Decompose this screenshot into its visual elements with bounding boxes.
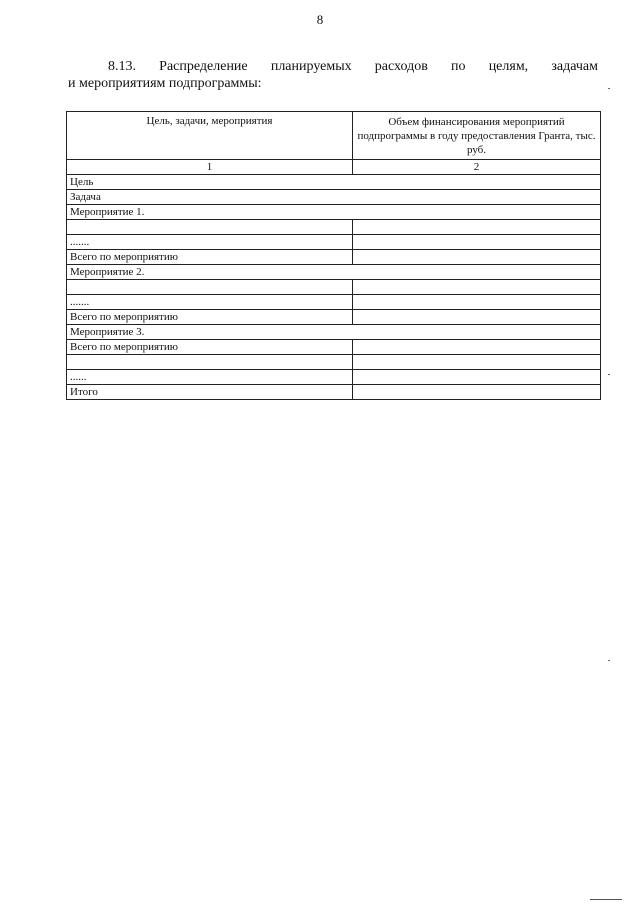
header-financing-volume: Объем финансирования мероприятий подпрограммы в году предоставления Гранта, тыс. руб. xyxy=(353,112,601,160)
table-row xyxy=(67,385,601,400)
row-label: Цель xyxy=(67,175,601,190)
heading-word: целям, xyxy=(488,59,529,74)
table-row xyxy=(67,325,601,340)
table-row xyxy=(67,175,601,190)
financing-value-cell xyxy=(353,295,601,310)
row-label: Всего по мероприятию xyxy=(67,340,353,355)
table-row xyxy=(67,205,601,220)
table-row xyxy=(67,370,601,385)
heading-word: расходов xyxy=(374,59,428,74)
scan-line xyxy=(590,899,622,900)
financing-value-cell xyxy=(353,370,601,385)
heading-word: 8.13. xyxy=(108,59,136,74)
row-label: Всего по мероприятию xyxy=(67,250,353,265)
financing-value-cell xyxy=(353,235,601,250)
row-label xyxy=(67,220,353,235)
heading-line-2: и мероприятиям подпрограммы: xyxy=(68,76,262,91)
table-row xyxy=(67,220,601,235)
row-label: Мероприятие 3. xyxy=(67,325,601,340)
table-row xyxy=(67,265,601,280)
financing-value-cell xyxy=(353,310,601,325)
financing-table xyxy=(66,111,601,400)
table-row xyxy=(67,280,601,295)
row-label: Мероприятие 1. xyxy=(67,205,601,220)
header-goals-tasks-events: Цель, задачи, мероприятия xyxy=(67,112,353,160)
page-number: 8 xyxy=(316,12,324,27)
row-label xyxy=(67,280,353,295)
column-number: 1 xyxy=(67,160,353,175)
row-label: Мероприятие 2. xyxy=(67,265,601,280)
heading-word: задачам xyxy=(551,59,598,74)
table-row xyxy=(67,310,601,325)
table-row xyxy=(67,340,601,355)
row-label: ...... xyxy=(67,370,353,385)
scan-speck xyxy=(608,374,610,375)
financing-value-cell xyxy=(353,340,601,355)
row-label: ....... xyxy=(67,235,353,250)
financing-value-cell xyxy=(353,355,601,370)
financing-value-cell xyxy=(353,220,601,235)
column-numbers-row xyxy=(67,160,601,175)
scan-speck xyxy=(608,88,610,89)
heading-line-1 xyxy=(68,58,598,75)
table-row xyxy=(67,190,601,205)
financing-value-cell xyxy=(353,250,601,265)
heading-word: Распределение xyxy=(159,59,248,74)
heading-word: планируемых xyxy=(270,59,352,74)
row-label: Всего по мероприятию xyxy=(67,310,353,325)
table-row xyxy=(67,250,601,265)
scan-speck xyxy=(608,660,610,661)
table-row xyxy=(67,355,601,370)
financing-value-cell xyxy=(353,385,601,400)
section-heading xyxy=(68,58,598,92)
table-row xyxy=(67,295,601,310)
table-row xyxy=(67,235,601,250)
column-number: 2 xyxy=(353,160,601,175)
row-label xyxy=(67,355,353,370)
financing-value-cell xyxy=(353,280,601,295)
row-label: Итого xyxy=(67,385,353,400)
heading-word: по xyxy=(451,59,466,74)
row-label: ....... xyxy=(67,295,353,310)
row-label: Задача xyxy=(67,190,601,205)
